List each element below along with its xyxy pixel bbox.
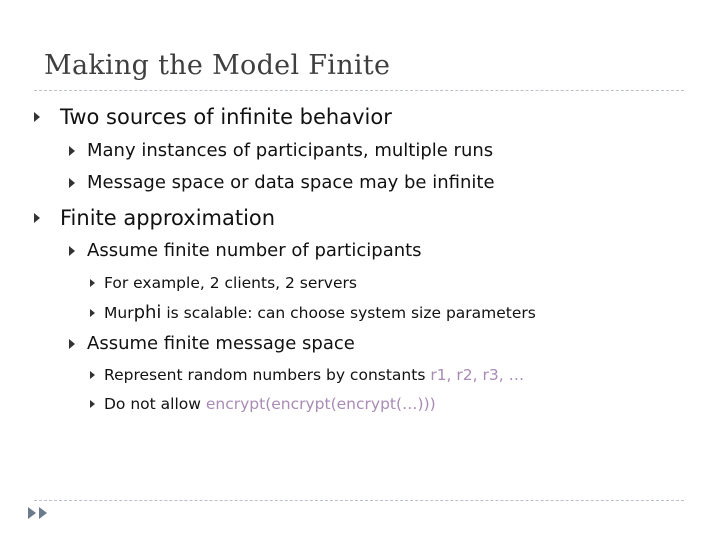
title-divider <box>34 90 684 91</box>
bullet-text: Assume finite message space <box>87 333 355 354</box>
bullet-text: For example, 2 clients, 2 servers <box>104 274 357 292</box>
triangle-bullet-icon <box>90 400 95 408</box>
bullet-text: Many instances of participants, multiple runs <box>87 140 494 161</box>
murphi-phi: phi <box>133 302 162 323</box>
bullet-text: Finite approximation <box>60 206 276 230</box>
triangle-bullet-icon <box>69 339 75 349</box>
triangle-bullet-icon <box>69 178 75 188</box>
sub-bullet-item <box>69 333 355 354</box>
sub-sub-bullet-item <box>90 395 436 413</box>
bullet-text <box>104 395 436 413</box>
footer-divider <box>34 500 684 501</box>
sub-sub-bullet-item <box>90 366 524 384</box>
bullet-text: Message space or data space may be infinite <box>87 172 495 193</box>
encrypt-highlight: encrypt(encrypt(encrypt(…))) <box>205 395 436 413</box>
slide-title: Making the Model Finite <box>44 50 391 81</box>
bullet-item <box>34 206 275 230</box>
sub-sub-bullet-item <box>90 302 536 323</box>
triangle-bullet-icon <box>69 246 75 256</box>
bullet-text: Assume finite number of participants <box>87 240 422 261</box>
navigation-arrows-icon[interactable] <box>28 507 47 519</box>
murphi-suffix: is scalable: can choose system size parameters <box>161 304 536 322</box>
triangle-bullet-icon <box>90 309 95 317</box>
triangle-bullet-icon <box>90 279 95 287</box>
nav-arrow-icon[interactable] <box>28 507 36 519</box>
triangle-bullet-icon <box>90 371 95 379</box>
triangle-bullet-icon <box>69 146 75 156</box>
triangle-bullet-icon <box>34 112 40 122</box>
triangle-bullet-icon <box>34 213 40 223</box>
constants-highlight: r1, r2, r3, … <box>430 366 525 384</box>
murphi-prefix: Mur <box>104 304 134 322</box>
bullet-text: Two sources of infinite behavior <box>60 105 392 129</box>
bullet-plain-text: Represent random numbers by constants <box>104 366 431 384</box>
sub-bullet-item <box>69 172 495 193</box>
sub-bullet-item <box>69 140 493 161</box>
sub-sub-bullet-item <box>90 274 357 292</box>
bullet-item <box>34 105 392 129</box>
bullet-text <box>104 302 536 323</box>
nav-arrow-icon[interactable] <box>39 507 47 519</box>
bullet-plain-text: Do not allow <box>104 395 206 413</box>
bullet-text <box>104 366 524 384</box>
sub-bullet-item <box>69 240 422 261</box>
